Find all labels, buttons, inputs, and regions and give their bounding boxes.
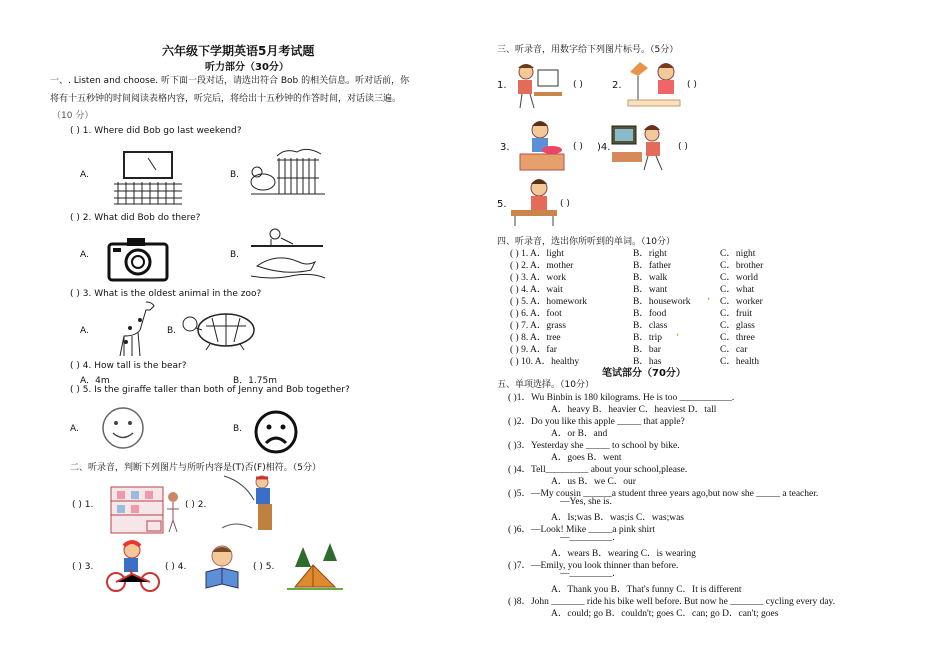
q5-option-b-label: B. — [233, 424, 243, 434]
s4-row-4-option-b: B．want — [633, 285, 668, 295]
s4-stray-comma-1: , — [707, 291, 711, 302]
camera-icon — [107, 234, 169, 285]
s5-line-12: ( )6．—Look! Mike _____a pink shirt — [508, 525, 655, 535]
s2-title: 二、听录音，判断下列图片与所听内容是(T)否(F)相符。（5分） — [70, 463, 321, 473]
s4-row-10-option-b: B．has — [633, 357, 662, 367]
q1-option-a-label: A. — [80, 170, 89, 180]
q2-text: ( ) 2. What did Bob do there? — [70, 213, 201, 223]
s3-title: 三、听录音，用数字给下列图片标号。（5分） — [497, 45, 679, 55]
written-header: 笔试部分（70分） — [602, 368, 686, 379]
q4-text: ( ) 4. How tall is the bear? — [70, 361, 187, 371]
s4-row-7-number-option-a: ( ) 7. A．grass — [510, 321, 566, 331]
fishing-boy-icon — [220, 470, 280, 537]
q4-option-b: B．1.75m — [233, 376, 277, 386]
zoo-icon — [247, 148, 327, 199]
s3-blank-2[interactable]: ( ) — [687, 80, 697, 90]
s2-p3: ( ) 3. — [72, 562, 94, 572]
s5-line-2: A．heavy B．heavier C．heaviest D．tall — [551, 405, 717, 415]
q3-option-a-label: A. — [80, 326, 89, 336]
s2-p2: ( ) 2. — [185, 500, 207, 510]
s1-instruction-2: 将有十五秒钟的时间阅读表格内容，听完后，将给出十五秒钟的作答时间，对话读三遍。 — [50, 94, 402, 104]
s4-row-10-number-option-a: ( ) 10. A．healthy — [510, 357, 580, 367]
s5-line-1: ( )1．Wu Binbin is 180 kilograms. He is too ___________. — [508, 393, 735, 403]
s5-line-10: —Yes, she is. — [560, 497, 612, 507]
s3-blank-4[interactable]: ( ) — [678, 142, 688, 152]
dolphin-show-icon — [247, 228, 327, 285]
q5-option-a-label: A. — [70, 424, 79, 434]
s4-title: 四、听录音，选出你所听到的单词。（10分） — [497, 237, 675, 247]
s5-line-14: A．wears B．wearing C．is wearing — [551, 549, 696, 559]
writing-boy-icon — [509, 176, 559, 231]
q2-option-b-label: B. — [230, 250, 240, 260]
s4-row-4-number-option-a: ( ) 4. A．wait — [510, 285, 563, 295]
s5-line-7: ( )4．Tell_________ about your school,please. — [508, 465, 688, 475]
lamp-girl-icon — [626, 58, 682, 113]
s4-row-1-option-b: B．right — [633, 249, 667, 259]
q2-option-a-label: A. — [80, 250, 89, 260]
s3-blank-1[interactable]: ( ) — [573, 80, 583, 90]
s3-label-4: )4. — [597, 142, 611, 153]
s2-p1: ( ) 1. — [72, 500, 94, 510]
s4-row-8-option-b: B．trip — [633, 333, 663, 343]
s3-label-1: 1. — [497, 80, 507, 91]
q5-text: ( ) 5. Is the giraffe taller than both of Jenny and Bob together? — [70, 385, 350, 395]
cycling-boy-icon — [106, 540, 162, 597]
s5-line-18: ( )8．John _______ ride his bike well before. But now he _______ cycling every day. — [508, 597, 836, 607]
smiley-face-icon — [100, 405, 146, 454]
s4-row-8-number-option-a: ( ) 8. A．tree — [510, 333, 561, 343]
s5-line-19: A．could; go B．couldn't; goes C．can; go D．can't; goes — [551, 609, 779, 619]
s4-row-8-option-c: C．three — [720, 333, 755, 343]
s5-line-13: —_________. — [560, 533, 615, 543]
s4-row-1-number-option-a: ( ) 1. A．light — [510, 249, 564, 259]
q1-option-b-label: B. — [230, 170, 240, 180]
s5-line-8: A．us B．we C．our — [551, 477, 636, 487]
q4-option-a: A．4m — [80, 376, 110, 386]
s5-line-5: ( )3．Yesterday she _____ to school by bike. — [508, 441, 680, 451]
s4-row-6-option-c: C．fruit — [720, 309, 753, 319]
s5-line-16: —_________. — [560, 569, 615, 579]
s3-label-3: 3. — [500, 142, 510, 153]
cinema-icon — [112, 148, 184, 209]
s2-p5: ( ) 5. — [253, 562, 275, 572]
q3-option-b-label: B. — [167, 326, 177, 336]
s5-line-15: ( )7．—Emily, you look thinner than before. — [508, 561, 679, 571]
s5-line-11: A．Is;was B．was;is C．was;was — [551, 513, 684, 523]
s4-row-10-option-c: C．health — [720, 357, 760, 367]
supermarket-icon — [107, 483, 187, 542]
s4-row-2-option-c: C．brother — [720, 261, 764, 271]
computer-girl-icon — [508, 62, 564, 115]
tv-cleaning-girl-icon — [610, 122, 674, 177]
s3-label-2: 2. — [612, 80, 622, 91]
s1-instruction-1: 一、. Listen and choose. 听下面一段对话，请选出符合 Bob 的相关信息。听对话前，你 — [50, 76, 410, 86]
q3-text: ( ) 3. What is the oldest animal in the zoo? — [70, 289, 262, 299]
s5-title: 五、单项选择。（10分） — [497, 380, 594, 390]
sad-face-icon — [253, 409, 299, 458]
cooking-boy-icon — [514, 118, 570, 177]
s2-p4: ( ) 4. — [165, 562, 187, 572]
s3-blank-5[interactable]: ( ) — [560, 199, 570, 209]
s4-row-6-number-option-a: ( ) 6. A．foot — [510, 309, 562, 319]
s5-line-3: ( )2．Do you like this apple _____ that apple? — [508, 417, 685, 427]
s4-row-5-option-b: B．housework — [633, 297, 691, 307]
reading-boy-icon — [200, 544, 252, 595]
turtle-icon — [180, 308, 264, 355]
s5-line-9: ( )5．—My cousin ______a student three years ago,but now she _____ a teacher. — [508, 489, 819, 499]
s4-row-9-option-b: B．bar — [633, 345, 661, 355]
s4-row-5-option-c: C．worker — [720, 297, 763, 307]
s3-blank-3[interactable]: ( ) — [573, 142, 583, 152]
giraffe-icon — [112, 298, 162, 361]
s4-row-5-number-option-a: ( ) 5. A．homework — [510, 297, 588, 307]
s4-row-1-option-c: C．night — [720, 249, 756, 259]
q1-text: ( ) 1. Where did Bob go last weekend? — [70, 126, 242, 136]
s4-row-6-option-b: B．food — [633, 309, 667, 319]
camping-tent-icon — [285, 537, 345, 596]
s5-line-4: A．or B．and — [551, 429, 608, 439]
exam-title: 六年级下学期英语5月考试题 — [162, 44, 315, 58]
s4-row-7-option-b: B．class — [633, 321, 668, 331]
listening-header: 听力部分（30分） — [205, 62, 289, 73]
s5-line-17: A．Thank you B．That's funny C．It is different — [551, 585, 742, 595]
s4-row-7-option-c: C．glass — [720, 321, 755, 331]
s4-row-9-number-option-a: ( ) 9. A．far — [510, 345, 557, 355]
s4-row-3-option-c: C．world — [720, 273, 759, 283]
s5-line-6: A．goes B．went — [551, 453, 622, 463]
s4-row-3-number-option-a: ( ) 3. A．work — [510, 273, 566, 283]
s4-row-3-option-b: B．walk — [633, 273, 668, 283]
s4-row-4-option-c: C．what — [720, 285, 755, 295]
s1-score: （10 分） — [52, 111, 94, 121]
s4-row-2-number-option-a: ( ) 2. A．mother — [510, 261, 574, 271]
s4-row-2-option-b: B．father — [633, 261, 671, 271]
s4-stray-comma-2: , — [676, 327, 680, 338]
s4-row-9-option-c: C．car — [720, 345, 748, 355]
s3-label-5: 5. — [497, 199, 507, 210]
